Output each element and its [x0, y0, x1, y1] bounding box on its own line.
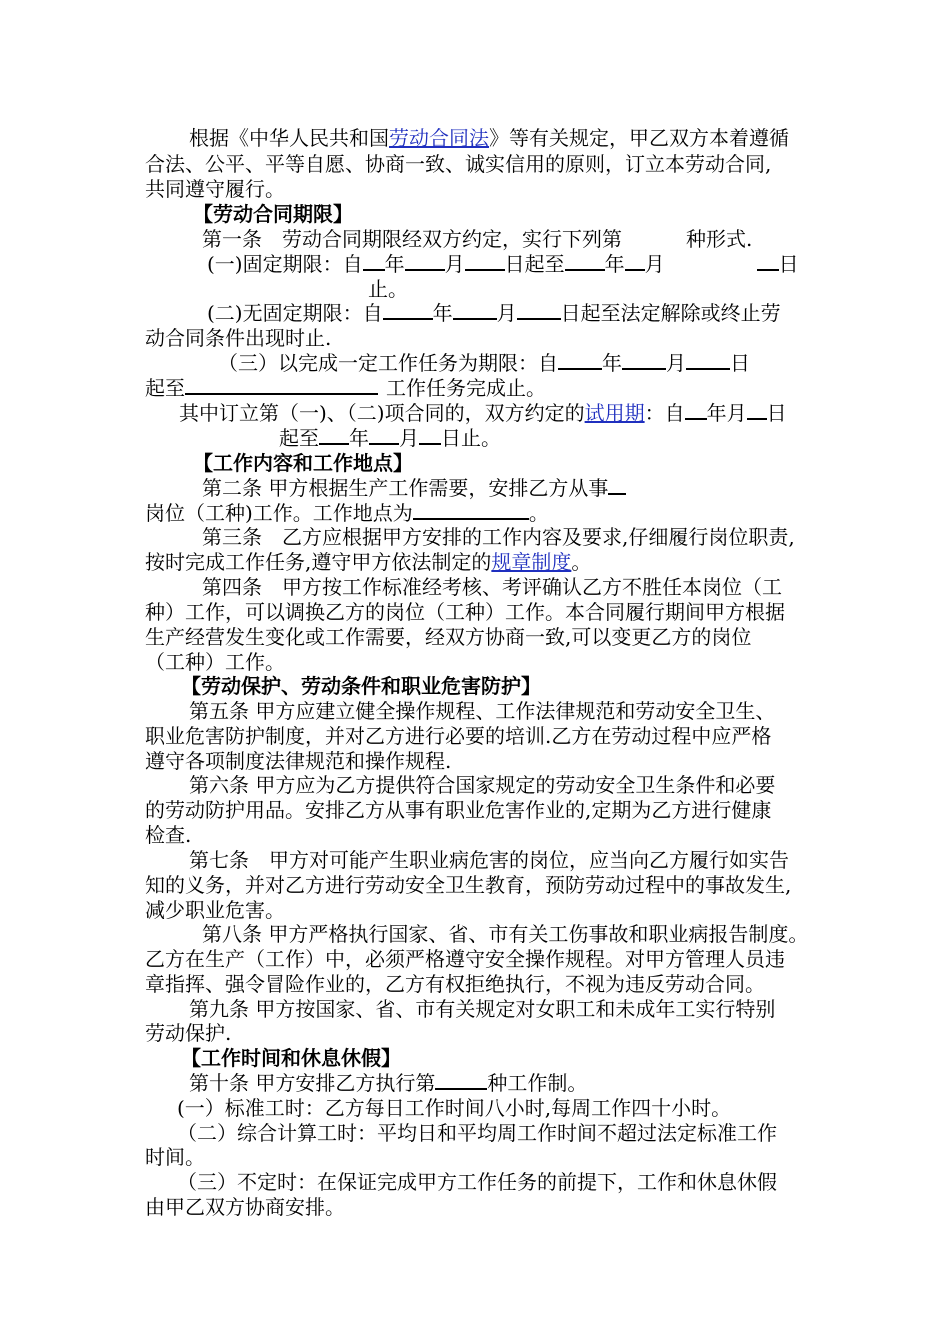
month-label: 月	[399, 426, 419, 450]
article-10-text: 第十条 甲方安排乙方执行第	[189, 1071, 436, 1095]
article-5-line-3: 遵守各项制度法律规范和操作规程.	[145, 749, 452, 773]
heading-work-content: 【工作内容和工作地点】	[193, 451, 413, 475]
probation-line-2	[279, 425, 501, 451]
blank-field[interactable]	[185, 375, 378, 395]
day-label: 日	[730, 351, 750, 375]
article-4-line-2: 种）工作，可以调换乙方的岗位（工种）工作。本合同履行期间甲方根据	[145, 600, 785, 624]
day-label: 日	[766, 401, 787, 425]
blank-field[interactable]	[405, 251, 445, 271]
open-term-label: (二)无固定期限：自	[207, 301, 383, 325]
heading-contract-term: 【劳动合同期限】	[193, 202, 353, 226]
comprehensive-hours-line-2: 时间。	[145, 1145, 205, 1169]
year-label: 年	[604, 252, 625, 276]
blank-field[interactable]	[747, 400, 767, 420]
blank-field[interactable]	[608, 475, 626, 495]
blank-field[interactable]	[465, 251, 505, 271]
article-6: 第六条 甲方应为乙方提供符合国家规定的劳动安全卫生条件和必要	[189, 773, 776, 797]
probation-text: 年月	[706, 401, 747, 425]
article-8: 第八条 甲方严格执行国家、省、市有关工伤事故和职业病报告制度。	[202, 922, 809, 946]
blank-field[interactable]	[319, 425, 349, 445]
blank-field[interactable]	[685, 400, 707, 420]
article-2	[202, 475, 626, 501]
heading-labor-protection: 【劳动保护、劳动条件和职业危害防护】	[181, 674, 541, 698]
blank-field[interactable]	[413, 500, 529, 520]
blank-field[interactable]	[453, 300, 497, 320]
month-label: 月	[496, 301, 517, 325]
open-term-line	[207, 300, 781, 326]
article-8-line-2: 乙方在生产（工作）中，必须严格遵守安全操作规程。对甲方管理人员违	[145, 947, 785, 971]
blank-field[interactable]	[558, 350, 602, 370]
article-10-text: 种工作制。	[487, 1071, 588, 1095]
article-2-text: 第二条 甲方根据生产工作需要，安排乙方从事	[202, 476, 609, 500]
probation-text: 日止。	[441, 426, 501, 450]
open-term-line-2: 动合同条件出现时止.	[145, 326, 332, 350]
task-term-text: 工作任务完成止。	[386, 376, 546, 400]
probation-line	[179, 400, 787, 426]
year-label: 年	[602, 351, 622, 375]
article-2-line-2	[145, 500, 549, 526]
blank-field[interactable]	[363, 251, 385, 271]
article-4: 第四条 甲方按工作标准经考核、考评确认乙方不胜任本岗位（工	[202, 575, 782, 599]
month-label: 月	[444, 252, 465, 276]
article-3-text: 按时完成工作任务,遵守甲方依法制定的	[145, 550, 492, 574]
article-9-line-2: 劳动保护.	[145, 1021, 232, 1045]
year-label: 年	[384, 252, 405, 276]
blank-field[interactable]	[757, 251, 779, 271]
blank-field[interactable]	[383, 300, 433, 320]
article-8-line-3: 章指挥、强令冒险作业的，乙方有权拒绝执行，不视为违反劳动合同。	[145, 972, 765, 996]
article-1-text: 第一条 劳动合同期限经双方约定，实行下列第	[202, 227, 622, 251]
rules-regulations-link[interactable]: 规章制度	[491, 550, 572, 574]
article-3: 第三条 乙方应根据甲方安排的工作内容及要求,仔细履行岗位职责,	[202, 525, 795, 549]
standard-hours: (一）标准工时：乙方每日工作时间八小时,每周工作四十小时。	[177, 1096, 732, 1120]
fixed-term-label: (一)固定期限：自	[207, 252, 363, 276]
article-5-line-2: 职业危害防护制度，并对乙方进行必要的培训.乙方在劳动过程中应严格	[145, 724, 772, 748]
probation-text: ：自	[644, 401, 685, 425]
month-label: 月	[666, 351, 686, 375]
blank-field[interactable]	[435, 1070, 487, 1090]
article-3-text: 。	[571, 550, 592, 574]
task-term-text: 起至	[145, 376, 185, 400]
blank-field[interactable]	[625, 251, 645, 271]
article-7: 第七条 甲方对可能产生职业病危害的岗位，应当向乙方履行如实告	[189, 848, 789, 872]
article-3-line-2	[145, 549, 591, 575]
blank-field[interactable]	[565, 251, 605, 271]
article-6-line-3: 检查.	[145, 823, 192, 847]
article-2-text: 岗位（工种)工作。工作地点为	[145, 501, 413, 525]
day-label: 日	[778, 252, 799, 276]
heading-working-hours: 【工作时间和休息休假】	[181, 1046, 401, 1070]
intro-text: 》等有关规定，甲乙双方本着遵循	[489, 126, 789, 150]
year-label: 年	[349, 426, 369, 450]
article-1	[202, 226, 752, 252]
comprehensive-hours: （二）综合计算工时：平均日和平均周工作时间不超过法定标准工作	[177, 1121, 777, 1145]
task-term-line-2	[145, 375, 546, 401]
article-7-line-2: 知的义务，并对乙方进行劳动安全卫生教育，预防劳动过程中的事故发生,	[145, 873, 792, 897]
probation-link[interactable]: 试用期	[584, 401, 645, 425]
blank-field[interactable]	[622, 350, 666, 370]
intro-line-1	[189, 125, 789, 151]
start-to-label: 日起至	[504, 252, 565, 276]
task-term-line	[218, 350, 750, 376]
blank-field[interactable]	[517, 300, 561, 320]
task-term-label: （三）以完成一定工作任务为期限：自	[218, 351, 558, 375]
article-6-line-2: 的劳动防护用品。安排乙方从事有职业危害作业的,定期为乙方进行健康	[145, 798, 772, 822]
article-1-text: 种形式.	[686, 227, 753, 251]
article-10	[189, 1070, 587, 1096]
fixed-term-end: 止。	[368, 277, 408, 301]
article-7-line-3: 减少职业危害。	[145, 898, 285, 922]
article-4-line-4: （工种）工作。	[145, 650, 285, 674]
open-term-text: 日起至法定解除或终止劳	[560, 301, 781, 325]
blank-field[interactable]	[419, 425, 441, 445]
probation-text: 其中订立第（一)、（二)项合同的，双方约定的	[179, 401, 585, 425]
article-4-line-3: 生产经营发生变化或工作需要，经双方协商一致,可以变更乙方的岗位	[145, 625, 752, 649]
year-label: 年	[432, 301, 453, 325]
fixed-term-line	[207, 251, 799, 277]
flexible-hours-line-2: 由甲乙双方协商安排。	[145, 1195, 345, 1219]
month-label: 月	[644, 252, 665, 276]
blank-field[interactable]	[369, 425, 399, 445]
intro-text: 根据《中华人民共和国	[189, 126, 389, 150]
flexible-hours: （三）不定时：在保证完成甲方工作任务的前提下，工作和休息休假	[177, 1170, 777, 1194]
intro-line-2: 合法、公平、平等自愿、协商一致、诚实信用的原则，订立本劳动合同,	[145, 152, 772, 176]
intro-line-3: 共同遵守履行。	[145, 177, 285, 201]
blank-field[interactable]	[686, 350, 730, 370]
labor-contract-law-link[interactable]: 劳动合同法	[389, 126, 489, 150]
article-5: 第五条 甲方应建立健全操作规程、工作法律规范和劳动安全卫生、	[189, 699, 776, 723]
article-2-text: 。	[528, 501, 549, 525]
article-9: 第九条 甲方按国家、省、市有关规定对女职工和未成年工实行特别	[189, 997, 776, 1021]
probation-text: 起至	[279, 426, 319, 450]
